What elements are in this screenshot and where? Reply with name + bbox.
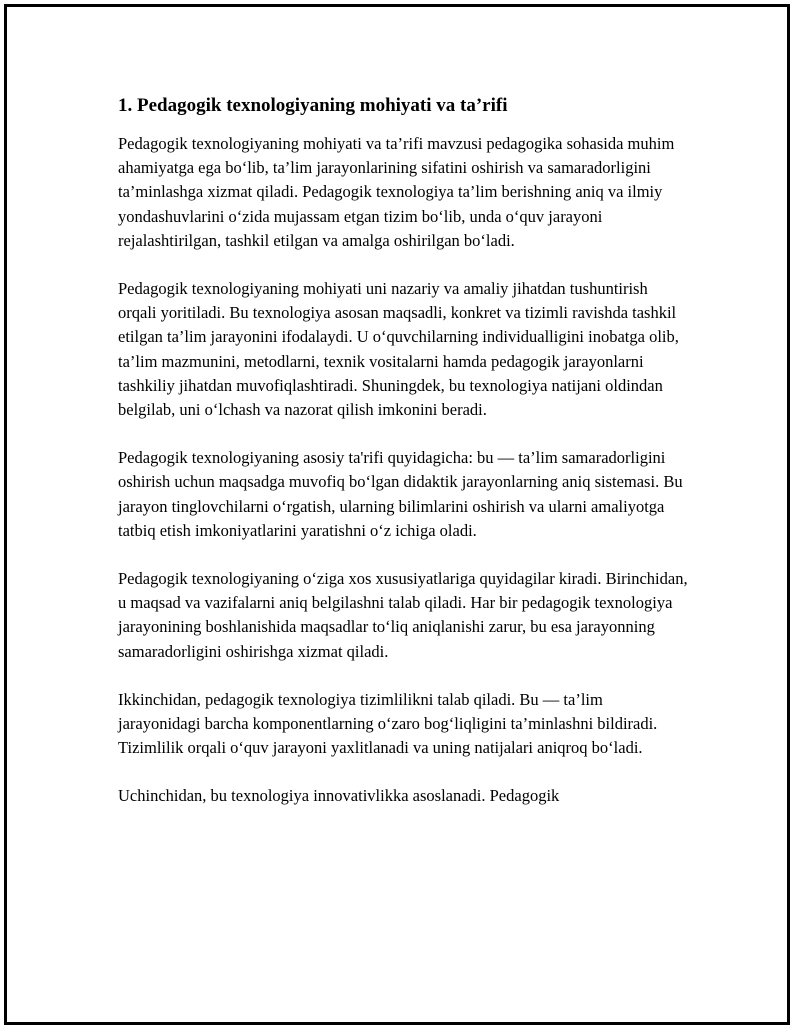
paragraph-5: Ikkinchidan, pedagogik texnologiya tizimlilikni talab qiladi. Bu — ta’lim jarayonidagi barcha komponentlarning o‘zaro bog‘liqligini ta’minlashni bildiradi. Tizimlilik orqali o‘quv jarayoni yaxlitlanadi va uning natijalari aniqroq bo‘ladi. bbox=[118, 689, 658, 758]
paragraph-6: Uchinchidan, bu texnologiya innovativlikka asoslanadi. Pedagogik bbox=[118, 786, 560, 806]
document-body bbox=[118, 92, 688, 833]
paragraph-1: Pedagogik texnologiyaning mohiyati va ta’rifi mavzusi pedagogika sohasida muhim ahamiyatga ega bo‘lib, ta’lim jarayonlarining sifatini oshirish va samaradorligini ta’minlashga xizmat qiladi. Pedagogik texnologiya ta’lim berishning aniq va ilmiy yondashuvlarini o‘zida mujassam etgan tizim bo‘lib, unda o‘quv jarayoni rejalashtirilgan, tashkil etilgan va amalga oshirilgan bo‘ladi. bbox=[118, 134, 675, 250]
paragraph-2: Pedagogik texnologiyaning mohiyati uni nazariy va amaliy jihatdan tushuntirish orqali yoritiladi. Bu texnologiya asosan maqsadli, konkret va tizimli ravishda tashkil etilgan ta’lim jarayonini ifodalaydi. U o‘quvchilarning individualligini inobatga olib, ta’lim mazmunini, metodlarni, texnik vositalarni hamda pedagogik jarayonlarni tashkiliy jihatdan muvofiqlashtiradi. Shuningdek, bu texnologiya natijani oldindan belgilab, uni o‘lchash va nazorat qilish imkonini beradi. bbox=[118, 279, 679, 420]
section-heading: 1. Pedagogik texnologiyaning mohiyati va ta’rifi bbox=[118, 95, 508, 116]
paragraph-3: Pedagogik texnologiyaning asosiy ta'rifi quyidagicha: bu — ta’lim samaradorligini oshirish uchun maqsadga muvofiq bo‘lgan didaktik jarayonlarning aniq sistemasi. Bu jarayon tinglovchilarni o‘rgatish, ularning bilimlarini oshirish va ularni amaliyotga tatbiq etish imkoniyatlarini yaratishni o‘z ichiga oladi. bbox=[118, 448, 683, 540]
paragraph-4: Pedagogik texnologiyaning o‘ziga xos xususiyatlariga quyidagilar kiradi. Birinchidan, u maqsad va vazifalarni aniq belgilashni talab qiladi. Har bir pedagogik texnologiya jarayonining boshlanishida maqsadlar to‘liq aniqlanishi zarur, bu esa jarayonning samaradorligini oshirishga xizmat qiladi. bbox=[118, 569, 688, 661]
